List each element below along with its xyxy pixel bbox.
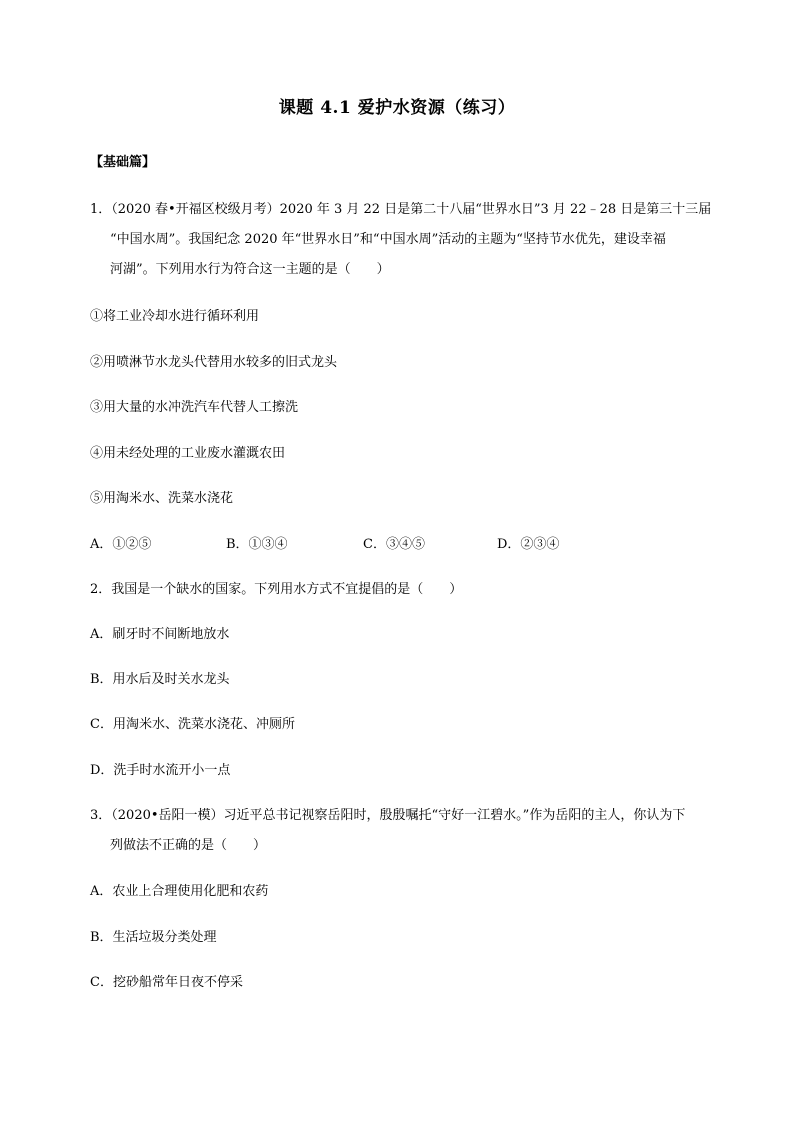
question-2-option-a: A．刷牙时不间断地放水 <box>90 627 230 642</box>
question-1-line-3: 河湖”。下列用水行为符合这一主题的是（ ） <box>110 262 390 277</box>
question-1-choice-d: D．②③④ <box>497 537 560 552</box>
question-2-option-b: B．用水后及时关水龙头 <box>90 672 230 687</box>
question-1-choice-a: A．①②⑤ <box>90 537 152 552</box>
section-label: 【基础篇】 <box>90 155 156 170</box>
question-3-line-2: 列做法不正确的是（ ） <box>110 838 267 853</box>
question-1-choice-c: C．③④⑤ <box>363 537 425 552</box>
question-1-statement-4: ④用未经处理的工业废水灌溉农田 <box>90 446 286 461</box>
question-1-statement-5: ⑤用淘米水、洗菜水浇花 <box>90 491 234 506</box>
question-1-line-2: “中国水周”。我国纪念 2020 年“世界水日”和“中国水周”活动的主题为“坚持节水优先，建设幸福 <box>110 232 666 247</box>
question-1-line-1: 1．（2020 春•开福区校级月考）2020 年 3 月 22 日是第二十八届“世界水日”3 月 22﹣28 日是第三十三届 <box>90 202 712 217</box>
page-title: 课题 4.1 爱护水资源（练习） <box>278 98 516 118</box>
question-1-statement-2: ②用喷淋节水龙头代替用水较多的旧式龙头 <box>90 355 338 370</box>
question-2-option-c: C．用淘米水、洗菜水浇花、冲厕所 <box>90 717 295 732</box>
question-1-choice-b: B．①③④ <box>226 537 288 552</box>
question-1-choices <box>90 537 710 555</box>
question-3-option-b: B．生活垃圾分类处理 <box>90 930 217 945</box>
question-1-statement-1: ①将工业冷却水进行循环利用 <box>90 309 260 324</box>
question-3-option-c: C．挖砂船常年日夜不停采 <box>90 975 243 990</box>
question-3-line-1: 3．（2020•岳阳一模）习近平总书记视察岳阳时，殷殷嘱托“守好一江碧水。”作为岳阳的主人，你认为下 <box>90 808 686 823</box>
question-3-option-a: A．农业上合理使用化肥和农药 <box>90 884 269 899</box>
question-1-statement-3: ③用大量的水冲洗汽车代替人工擦洗 <box>90 400 299 415</box>
question-2-option-d: D．洗手时水流开小一点 <box>90 763 231 778</box>
question-2-line-1: 2．我国是一个缺水的国家。下列用水方式不宜提倡的是（ ） <box>90 582 463 597</box>
